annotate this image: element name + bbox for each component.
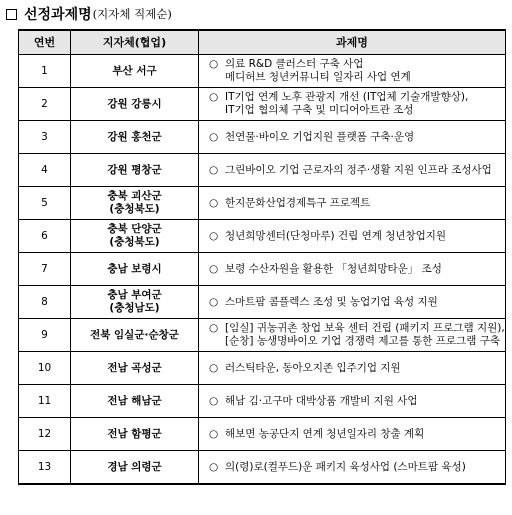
region-line: 전남 해남군: [107, 394, 162, 407]
row-region: [71, 220, 199, 253]
region-line: (충청북도): [109, 236, 160, 248]
heading-title: 선정과제명: [24, 7, 92, 23]
circle-bullet-icon: ○: [209, 196, 219, 209]
row-task: [199, 121, 506, 154]
row-region: [71, 385, 199, 418]
table-row: [19, 286, 506, 319]
task-line: 의료 R&D 클러스터 구축 사업: [225, 58, 364, 70]
row-number: 2: [19, 88, 71, 121]
row-region: [71, 154, 199, 187]
region-line: 충남 보령시: [107, 262, 162, 275]
region-line: 충남 부여군: [107, 289, 162, 301]
row-region: [71, 352, 199, 385]
row-region: [71, 55, 199, 88]
table-row: [19, 121, 506, 154]
table-row: [19, 154, 506, 187]
table-header-row: [19, 30, 506, 55]
task-line: 의(령)로(컬푸드)운 패키지 육성사업 (스마트팜 육성): [225, 460, 466, 473]
task-line: 해보면 농공단지 연계 청년일자리 창출 계획: [225, 427, 425, 440]
row-task: [199, 253, 506, 286]
row-number: 12: [19, 418, 71, 451]
task-line: [임실] 귀농귀촌 창업 보육 센터 건립 (패키지 프로그램 지원),: [225, 322, 505, 334]
row-number: 1: [19, 55, 71, 88]
region-line: (충청남도): [109, 302, 160, 314]
task-line: 천연물·바이오 기업지원 플랫폼 구축·운영: [225, 130, 415, 143]
region-line: 충북 단양군: [107, 223, 162, 235]
row-task: [199, 418, 506, 451]
circle-bullet-icon: ○: [209, 322, 219, 334]
row-region: [71, 319, 199, 352]
table-row: [19, 55, 506, 88]
row-number: 10: [19, 352, 71, 385]
circle-bullet-icon: ○: [209, 130, 219, 143]
region-line: 강원 강릉시: [107, 97, 162, 110]
table-row: [19, 319, 506, 352]
table-row: [19, 253, 506, 286]
table-row: [19, 352, 506, 385]
row-number: 3: [19, 121, 71, 154]
row-number: 11: [19, 385, 71, 418]
task-line: 러스틱타운, 동아오지존 입주기업 지원: [225, 361, 401, 374]
row-region: [71, 418, 199, 451]
table-body: [19, 55, 506, 485]
region-line: 전북 임실군·순창군: [90, 328, 179, 341]
checkbox-square-icon: [6, 9, 17, 20]
task-line: 스마트팜 콤플렉스 조성 및 농업기업 육성 지원: [225, 295, 438, 308]
row-task: [199, 187, 506, 220]
heading-subtitle: (지자체 직제순): [92, 7, 172, 21]
row-task: [199, 451, 506, 485]
task-line: 청년희망센터(단청마루) 건립 연계 청년창업지원: [225, 229, 447, 242]
row-region: [71, 187, 199, 220]
task-line: IT기업 연계 노후 관광지 개선 (IT업체 기술개발향상),: [225, 91, 469, 103]
row-task: [199, 88, 506, 121]
row-region: [71, 286, 199, 319]
table-row: [19, 88, 506, 121]
header-region: 지자체(협업): [71, 30, 199, 55]
row-number: 4: [19, 154, 71, 187]
circle-bullet-icon: ○: [209, 394, 219, 407]
table-row: [19, 418, 506, 451]
task-line: 그린바이오 기업 근로자의 정주·생활 지원 인프라 조성사업: [225, 163, 492, 176]
row-task: [199, 55, 506, 88]
row-task: [199, 286, 506, 319]
region-line: 강원 홍천군: [107, 130, 162, 143]
table-row: [19, 385, 506, 418]
selected-projects-table: [18, 29, 506, 485]
row-number: 8: [19, 286, 71, 319]
row-task: [199, 385, 506, 418]
region-line: 강원 평창군: [107, 163, 162, 176]
row-task: [199, 220, 506, 253]
header-task: 과제명: [199, 30, 506, 55]
row-number: 6: [19, 220, 71, 253]
circle-bullet-icon: ○: [209, 262, 219, 275]
task-line: 메디허브 청년커뮤니티 일자리 사업 연계: [225, 71, 411, 83]
table-row: [19, 187, 506, 220]
circle-bullet-icon: ○: [209, 460, 219, 473]
region-line: 경남 의령군: [107, 460, 162, 473]
circle-bullet-icon: ○: [209, 91, 219, 103]
circle-bullet-icon: ○: [209, 427, 219, 440]
region-line: 부산 서구: [112, 64, 157, 77]
row-task: [199, 154, 506, 187]
row-number: 7: [19, 253, 71, 286]
circle-bullet-icon: ○: [209, 163, 219, 176]
task-line: 한지문화산업경제특구 프로젝트: [225, 196, 371, 209]
header-number: 연번: [19, 30, 71, 55]
task-line: [순창] 농생명바이오 기업 경쟁력 제고를 통한 프로그램 구축: [225, 335, 500, 347]
row-region: [71, 121, 199, 154]
row-region: [71, 88, 199, 121]
row-region: [71, 451, 199, 485]
region-line: 충북 괴산군: [107, 190, 162, 202]
table-row: [19, 220, 506, 253]
task-line: IT기업 협의체 구축 및 미디어아트관 조성: [225, 104, 414, 116]
circle-bullet-icon: ○: [209, 58, 219, 70]
row-task: [199, 319, 506, 352]
task-line: 보령 수산자원을 활용한 「청년희망타운」 조성: [225, 262, 442, 275]
row-task: [199, 352, 506, 385]
section-heading: [6, 4, 172, 24]
circle-bullet-icon: ○: [209, 361, 219, 374]
region-line: 전남 곡성군: [107, 361, 162, 374]
row-number: 9: [19, 319, 71, 352]
circle-bullet-icon: ○: [209, 295, 219, 308]
table-row: [19, 451, 506, 485]
row-number: 13: [19, 451, 71, 485]
row-number: 5: [19, 187, 71, 220]
region-line: (충청북도): [109, 203, 160, 215]
circle-bullet-icon: ○: [209, 229, 219, 242]
row-region: [71, 253, 199, 286]
region-line: 전남 함평군: [107, 427, 162, 440]
task-line: 해남 김·고구마 대박상품 개발비 지원 사업: [225, 394, 418, 407]
